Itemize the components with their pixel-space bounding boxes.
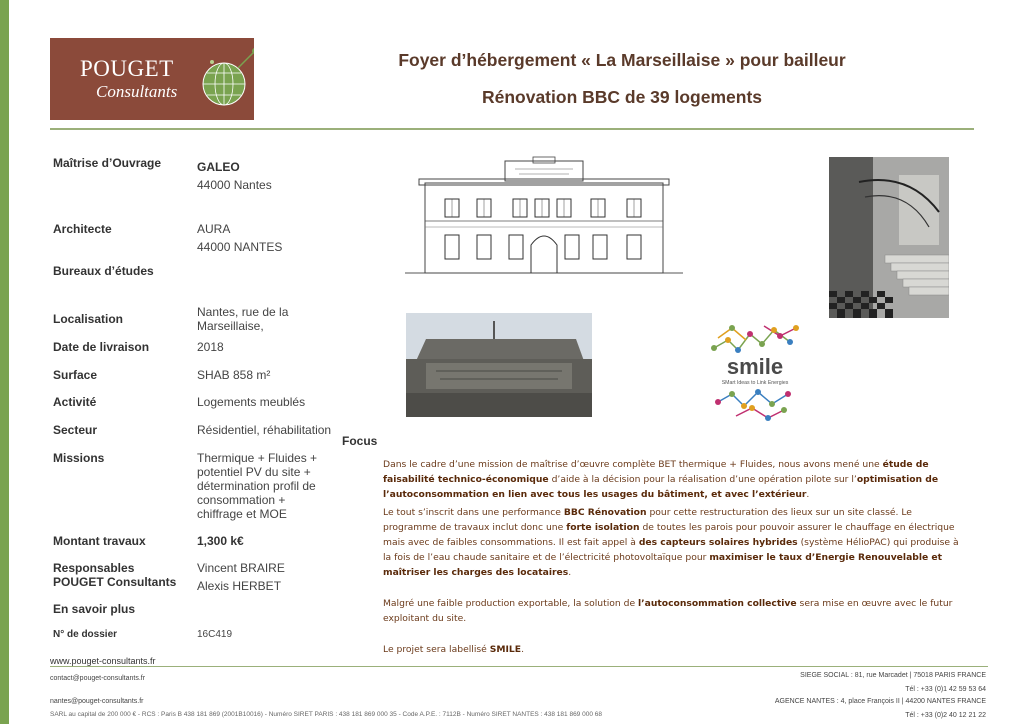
dossier-label: N° de dossier [53,629,118,640]
activite-label: Activité [53,395,97,409]
responsables-label: Responsables [53,561,135,575]
localisation-label: Localisation [53,312,124,326]
focus-text [383,457,965,660]
montant-value: 1,300 k€ [197,534,244,548]
missions-line4: consommation + [197,493,286,507]
footer-divider [50,666,988,667]
missions-line1: Thermique + Fluides + [197,451,318,465]
missions-line5: chiffrage et MOE [197,507,287,521]
page-subtitle: Rénovation BBC de 39 logements [481,87,763,107]
maitrise-city: 44000 Nantes [197,178,272,192]
livraison-value: 2018 [197,340,224,354]
focus-paragraph-2: Le tout s’inscrit dans une performance BBC Rénovation pour cette restructuration des lieux sur un site classé. Le programme de travaux inclut donc une forte isolation de toutes les parois pour pouvoir assurer le chauffage en électrique mais avec de faibles consommations. Il est fait appel à des capteurs solaires hybrides (système HélioPAC) qui produise à la fois de l’eau chaude sanitaire et de l’électricité photovoltaïque pour maximiser le taux d’Energie Renouvelable et maîtriser les charges des locataires. [383,507,959,578]
agence-address: AGENCE NANTES : 4, place François II | 44200 NANTES FRANCE [774,698,986,705]
surface-value: SHAB 858 m² [197,368,271,382]
savoir-label: En savoir plus [53,602,136,616]
localisation-line2: Marseillaise, [197,319,264,333]
title-divider [50,128,974,130]
responsable-2: Alexis HERBET [197,579,282,593]
architecte-name: AURA [197,222,231,236]
architecte-city: 44000 NANTES [197,240,283,254]
page-title: Foyer d’hébergement « La Marseillaise » pour bailleur [398,50,846,70]
legal-info: SARL au capital de 200 000 € - RCS : Paris B 438 181 869 (2001B10016) - Numéro SIRET PARIS : 438 181 869 000 35 - Code A.P.E. : 7112B - Numéro SIRET NANTES : 438 181 869 000 68 [50,711,602,718]
responsable-1: Vincent BRAIRE [197,561,285,575]
localisation-line1: Nantes, rue de la [197,305,289,319]
missions-line2: potentiel PV du site + [197,465,311,479]
smile-word: smile [726,354,784,379]
logo-brand: POUGET [80,56,174,81]
secteur-label: Secteur [53,423,98,437]
maitrise-label: Maîtrise d’Ouvrage [53,156,162,170]
activite-value: Logements meublés [197,395,306,409]
tel-nantes: Tél : +33 (0)2 40 12 21 22 [905,712,986,719]
livraison-label: Date de livraison [53,340,150,354]
maitrise-name: GALEO [197,160,240,174]
surface-label: Surface [53,368,98,382]
missions-line3: détermination profil de [197,479,316,493]
montant-label: Montant travaux [53,534,146,548]
focus-paragraph-3: Malgré une faible production exportable, la solution de l’autoconsommation collective sera mise en œuvre avec le futur exploitant du site. [383,598,953,624]
tel-paris: Tél : +33 (0)1 42 59 53 64 [905,686,986,693]
responsables-sub: POUGET Consultants [53,575,177,589]
building-pediment-photo [406,313,592,417]
focus-paragraph-4: Le projet sera labellisé SMILE. [383,644,524,655]
focus-label: Focus [342,434,378,448]
contact-email[interactable]: contact@pouget-consultants.fr [50,675,146,682]
siege-address: SIEGE SOCIAL : 81, rue Marcadet | 75018 PARIS FRANCE [800,672,986,679]
website-link[interactable]: www.pouget-consultants.fr [50,656,156,666]
globe-icon [200,44,254,114]
nantes-email[interactable]: nantes@pouget-consultants.fr [50,698,144,705]
smile-tagline: SMart Ideas to Link Energies [721,380,789,386]
pouget-logo [50,38,254,120]
facade-elevation-drawing [405,155,683,277]
network-icon [708,320,802,424]
side-accent-bar [0,0,9,724]
secteur-value: Résidentiel, réhabilitation [197,423,332,437]
bureaux-label: Bureaux d’études [53,264,154,278]
staircase-photo [829,157,949,318]
smile-logo [708,320,802,424]
architecte-label: Architecte [53,222,112,236]
missions-label: Missions [53,451,105,465]
logo-sub: Consultants [96,82,178,101]
focus-paragraph-1: Dans le cadre d’une mission de maîtrise d’œuvre complète BET thermique + Fluides, nous avons mené une étude de faisabilité technico-économique d’aide à la décision pour la réalisation d’une opération pilote sur l’optimisation de l’autoconsommation en lien avec tous les usages du bâtiment, et avec l’extérieur. [383,459,939,500]
dossier-value: 16C419 [197,629,233,640]
